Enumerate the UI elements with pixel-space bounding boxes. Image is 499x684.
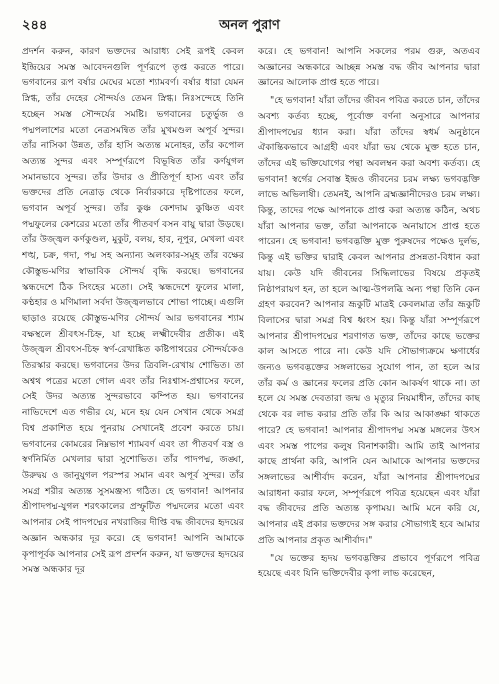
right-paragraph: "যে ভক্তের হৃদয় ভগবদ্ভক্তির প্রভাবে পূর্ণরূপে পবিত্র হয়েছে এবং যিনি ভক্তিদেবীর কৃপা লাভ করেছেন,: [258, 552, 480, 580]
page-number: ২৪৪: [22, 18, 48, 33]
right-column: [258, 44, 480, 674]
right-paragraph: করে। হে ভগবান! আপনি সকলের পরম গুরু, অতএব অজ্ঞানের অন্ধকারে আচ্ছন্ন সমস্ত বদ্ধ জীব আপনার দ্বারা জ্ঞানের আলোক প্রাপ্ত হতে পারে।: [258, 46, 480, 89]
text-columns: [22, 44, 480, 674]
running-title: অনল পুরাণ: [219, 18, 280, 33]
left-paragraph: প্রদর্শন করুন, কারণ ভক্তদের আরাধ্য সেই রূপই কেবল ইন্দ্রিয়ের সমস্ত আবেদনগুলি পূর্ণরূপে তৃপ্ত করতে পারে। ভগবানের রূপ বর্ষার মেঘের মতো শ্যামবর্ণ। বর্ষার ধারা যেমন স্নিগ্ধ, তাঁর দেহের সৌন্দর্যও তেমন স্নিগ্ধ। নিঃসন্দেহে তিনি হচ্ছেন সমস্ত সৌন্দর্যের সমষ্টি। ভগবানের চতুর্ভুজ ও পদ্মপলাশের মতো নেত্রসমন্বিত তাঁর মুখমণ্ডল অপূর্ব সুন্দর। তাঁর নাসিকা উন্নত, তাঁর হাসি অত্যন্ত মনোহর, তাঁর কপোল অত্যন্ত সুন্দর এবং সম্পূর্ণরূপে বিভূষিত তাঁর কর্ণযুগল সমানভাবে সুন্দর। তাঁর উদার ও প্রীতিপূর্ণ হাস্য এবং তাঁর ভক্তদের প্রতি নেত্রাড় থেকে নির্বারকারে দৃষ্টিপাতের ফলে, ভগবান অপূর্ব সুন্দর। তাঁর কুঞ্চ কেশদাম কুঞ্চিত এবং পদ্মফুলের কেশরের মতো তাঁর পীতবর্ণ বসন বায়ু দ্বারা উড়ছে। তাঁর উজ্জ্বল কর্ণকুণ্ডল, মুকুট, বলয়, হার, নূপুর, মেখলা এবং শঙ্খ, চক্র, গদা, পদ্ম সহ অন্যান্য অলংকার-সমূহ তাঁর বক্ষের কৌস্তুভ-মণির স্বাভাবিক সৌন্দর্য বৃদ্ধি করছে। ভগবানের স্কন্ধদেশে ঠিক সিংহের মতো। সেই স্কন্ধদেশে ফুলের মালা, কণ্ঠহার ও মণিমালা সর্বদা উজ্জ্বলভাবে শোভা পাচ্ছে। এগুলি ছাড়াও রয়েছে কৌস্তুভ-মণির সৌন্দর্য আর ভগবানের শ্যাম বক্ষস্থলে শ্রীবৎস-চিহ্ন, যা হচ্ছে লক্ষ্মীদেবীর প্রতীক। এই উজ্জ্বল শ্রীবৎস-চিহ্ন স্বর্ণ-রেখাঙ্কিত কষ্টিপাথরের সৌন্দর্যকেও তিরস্কার করছে। ভগবানের উদর ত্রিবলি-রেখায় শোভিত। তা অশ্বথ পত্রের মতো গোল এবং তাঁর নিঃশ্বাস-প্রশ্বাসের ফলে, সেই উদর অত্যন্ত সুন্দরভাবে কম্পিত হয়। ভগবানের নাভিদেশে এত গভীর যে, মনে হয় যেন সেখান থেকে সমগ্র বিশ্ব প্রকাশিত হয়ে পুনরায় সেখানেই প্রবেশ করতে চায়। ভগবানের কোমরের নিম্নভাগ শ্যামবর্ণ এবং তা পীতবর্ণ বস্ত্র ও স্বর্ণনির্মিত মেখলার দ্বারা সুশোভিত। তাঁর পাদপদ্ম, জঙ্ঘা, উরুদ্বয় ও জানুযুগল পরস্পর সমান এবং অপূর্ব সুন্দর। তাঁর সমগ্র শরীর অত্যন্ত সুসমঞ্জস্য গঠিত। হে ভগবান! আপনার শ্রীপাদপদ্ম-যুগল শরৎকালের প্রস্ফুটিত পদ্মদলের মতো এবং আপনার সেই পাদপদ্মের নখরাজির দীপ্তি বদ্ধ জীবদের হৃদয়ের অজ্ঞান অন্ধকার দূর করে। হে ভগবান! আপনি আমাকে কৃপাপূর্বক আপনার সেই রূপ প্রদর্শন করুন, যা ভক্তদের হৃদয়ের সমস্ত অন্ধকার দূর: [22, 46, 244, 576]
left-column: [22, 44, 244, 674]
page-header: [22, 16, 477, 36]
right-paragraph: "হে ভগবান! যাঁরা তাঁদের জীবন পবিত্র করতে চান, তাঁদের অবশ্য কর্তব্য হচ্ছে, পূর্বোক্ত বর্ণনা অনুসারে আপনার শ্রীপাদপদ্মের ধ্যান করা। যাঁরা তাঁদের স্বধর্ম অনুষ্ঠানে ঐকান্তিকভাবে আগ্রহী এবং যাঁরা ভয় থেকে মুক্ত হতে চান, তাঁদের এই ভক্তিযোগের পন্থা অবলম্বন করা অবশ্য কর্তব্য। হে ভগবান! স্বর্গের সেবাস্ত ইন্দ্রও জীবনের চরম লক্ষ্য ভগবদ্ভক্তি লাভে অভিলাষী। তেমনই, আপনি ব্রহ্মজ্ঞানীদেরও চরম লক্ষ্য। কিন্তু, তাদের পক্ষে আপনাকে প্রাপ্ত করা অত্যন্ত কঠিন, অথচ যাঁরা আপনার ভক্ত, তাঁরা আপনাকে অনায়াসে প্রাপ্ত হতে পারেন। হে ভগবান! ভগবদ্ভক্তি মুক্ত পুরুষদের পক্ষেও দুর্লভ, কিন্তু এই ভক্তির দ্বারাই কেবল আপনার প্রসন্নতা-বিধান করা যায়। কেউ যদি জীবনের সিদ্ধিলাভের বিষয়ে প্রকৃতই নিষ্ঠাপরায়ণ হন, তা হলে আত্ম-উপলব্ধি অন্য পন্থা তিনি কেন গ্রহণ করবেন? আপনার ভ্রূকুটি মাত্রই কেবলমাত্র তাঁর ভ্রূকুটি বিলাসের দ্বারা সমগ্র বিশ্ব ধ্বংস হয়। কিন্তু যাঁরা সম্পূর্ণরূপে আপনার শ্রীপাদপদ্মের শরণাগত ভক্ত, তাঁদের কাছে ভক্তের কাল আসতে পারে না। কেউ যদি সৌভাগ্যক্রমে ক্ষণার্ধের জন্যও ভগবদ্ভক্তের সঙ্গলাভের সুযোগ পান, তা হলে আর তাঁর কর্ম ও জ্ঞানের ফলের প্রতি কোন আকর্ষণ থাকে না। তা হলে যে সমস্ত দেবতারা জন্ম ও মৃত্যুর নিয়মাধীন, তাঁদের কাছ থেকে বর লাভ করার প্রতি তাঁর কি আর আকাঙ্ক্ষা থাকতে পারে? হে ভগবান! আপনার শ্রীপাদপদ্ম সমস্ত মঙ্গলের উৎস এবং সমস্ত পাপের কলুষ বিনাশকারী। আমি তাই আপনার কাছে প্রার্থনা করি, আপনি যেন আমাকে আপনার ভক্তদের সঙ্গলাভের আশীর্বাদ করেন, যাঁরা আপনার শ্রীপাদপদ্মের আরাধনা করার ফলে, সম্পূর্ণরূপে পবিত্র হয়েছেন এবং যাঁরা বদ্ধ জীবদের প্রতি অত্যন্ত কৃপাময়। আমি মনে করি যে, আপনার এই প্রকার ভক্তদের সঙ্গ করার সৌভাগ্যই হবে আমার প্রতি আপনার প্রকৃত আশীর্বাদ।": [258, 95, 480, 546]
